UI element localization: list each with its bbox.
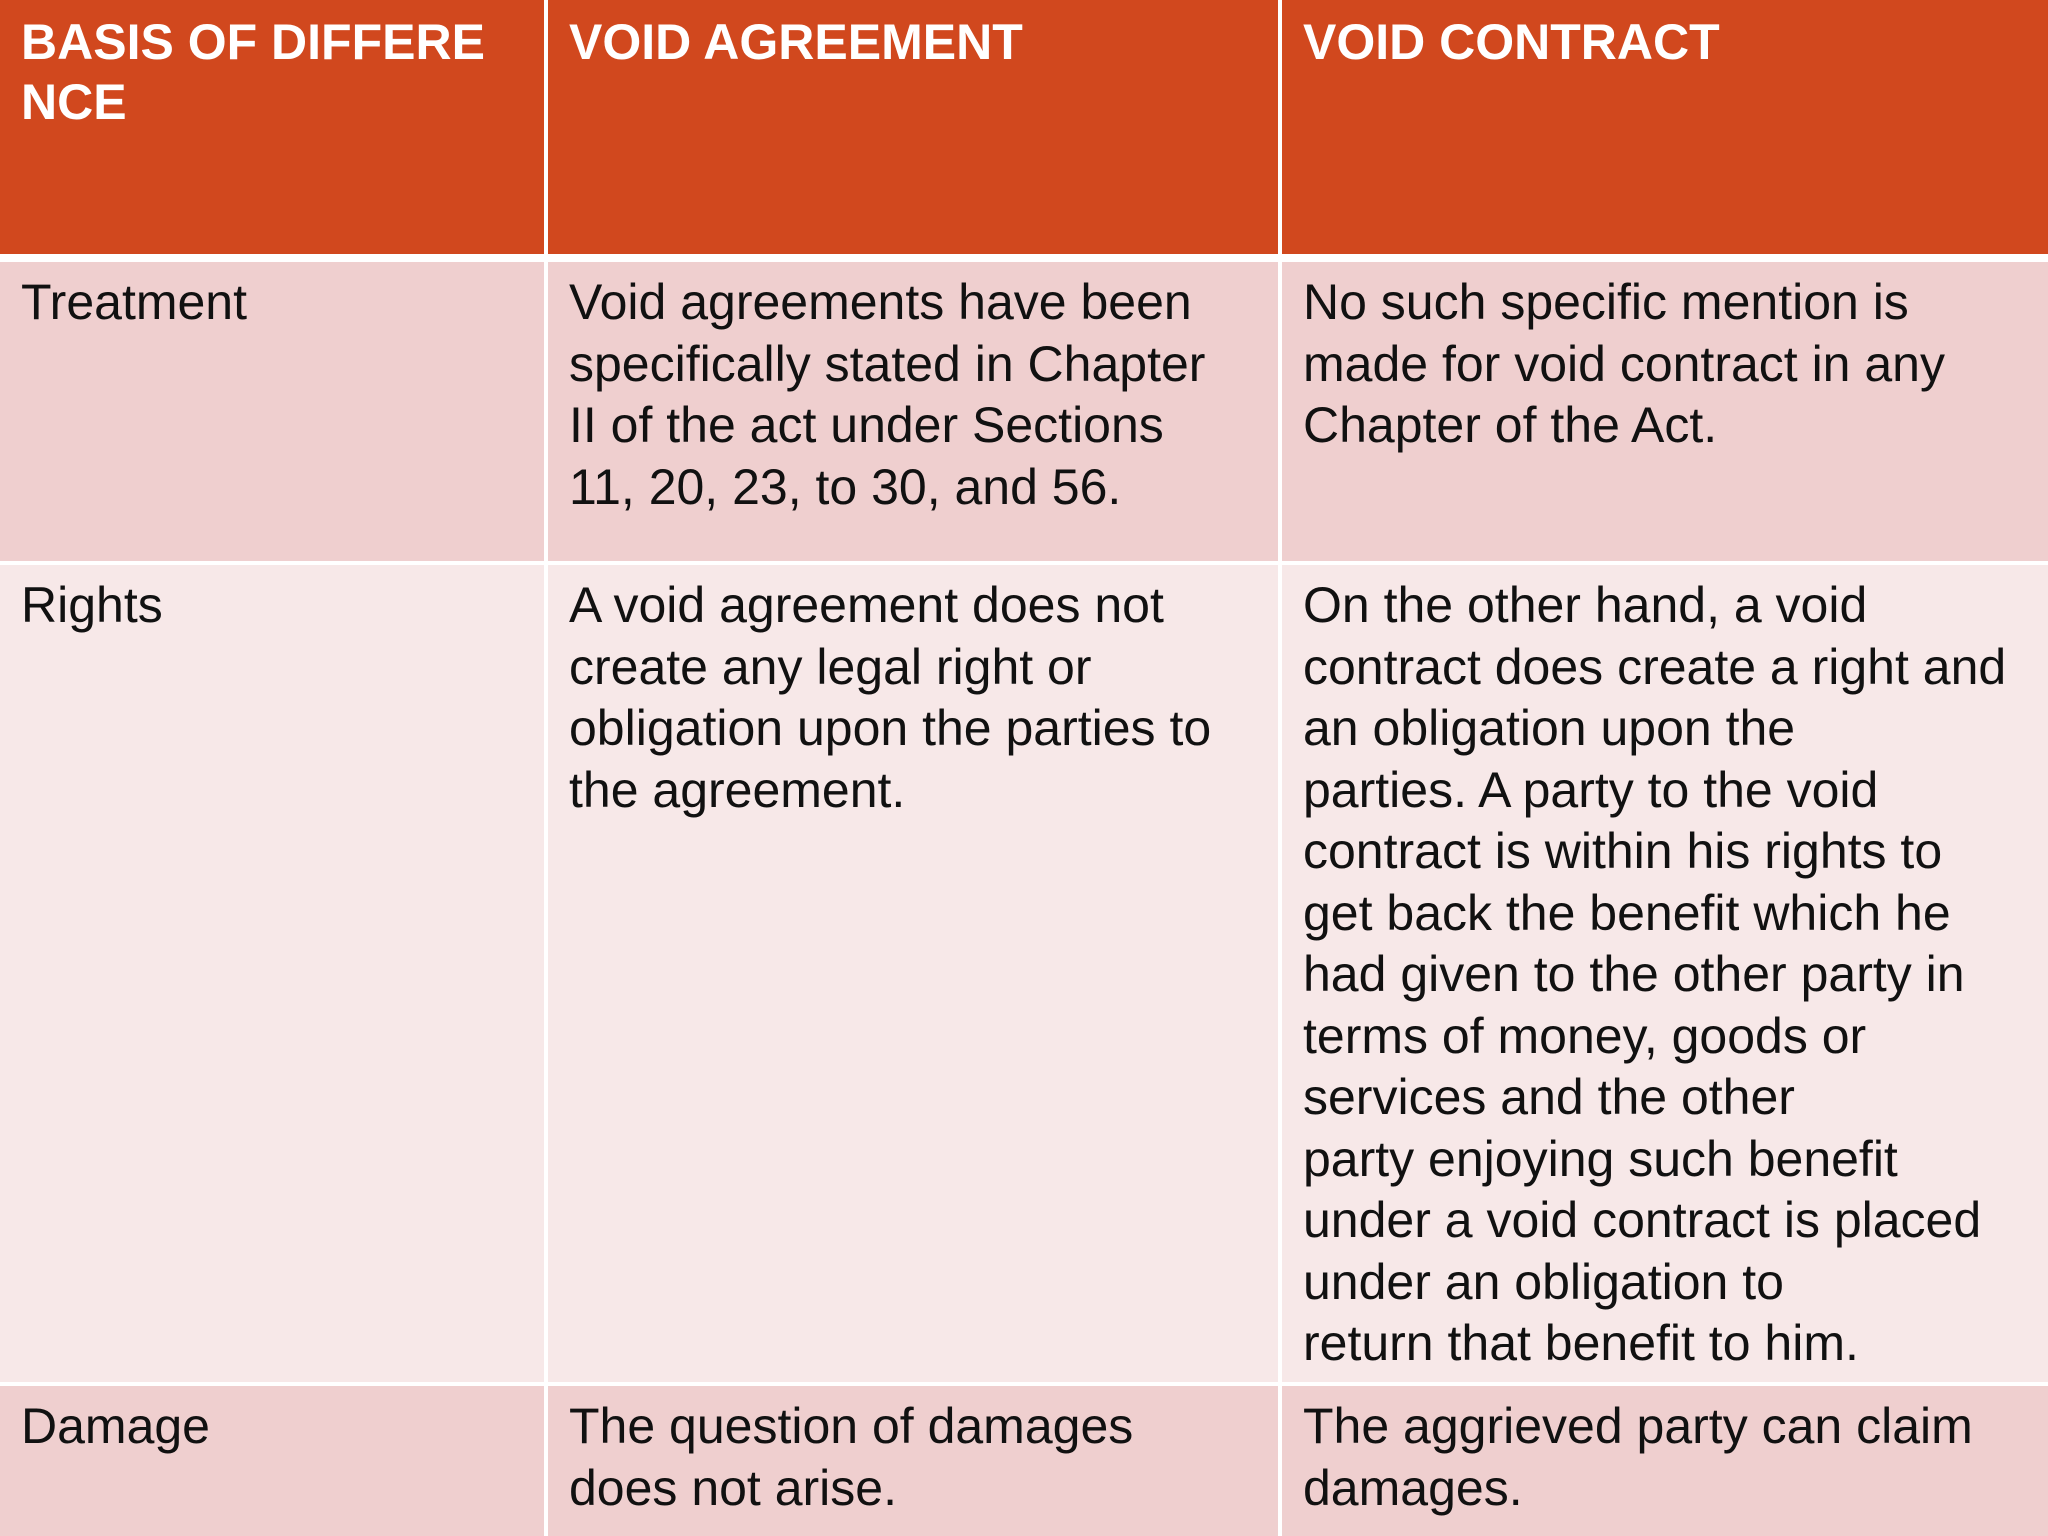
header-void-contract: VOID CONTRACT [1282,0,2048,254]
row-rights-void-contract: On the other hand, a void contract does create a right and an obligation upon the parties. A party to the void contract is within his rights to get back the benefit which he had given to the other party in terms of money, goods or services and the other party enjoying such benefit under a void contract is placed under an obligation to return that benefit to him. [1282,565,2048,1382]
row-damage-basis: Damage [0,1386,544,1536]
row-rights-basis: Rights [0,565,544,1382]
row-damage-void-contract: The aggrieved party can claim damages. [1282,1386,2048,1536]
row-treatment-void-agreement: Void agreements have been specifically stated in Chapter II of the act under Sections 11, 20, 23, to 30, and 56. [548,262,1278,561]
header-void-agreement: VOID AGREEMENT [548,0,1278,254]
row-rights-void-agreement: A void agreement does not create any legal right or obligation upon the parties to the agreement. [548,565,1278,1382]
header-basis-of-difference: BASIS OF DIFFERE NCE [0,0,544,254]
row-treatment-void-contract: No such specific mention is made for void contract in any Chapter of the Act. [1282,262,2048,561]
row-damage-void-agreement: The question of damages does not arise. [548,1386,1278,1536]
row-treatment-basis: Treatment [0,262,544,561]
